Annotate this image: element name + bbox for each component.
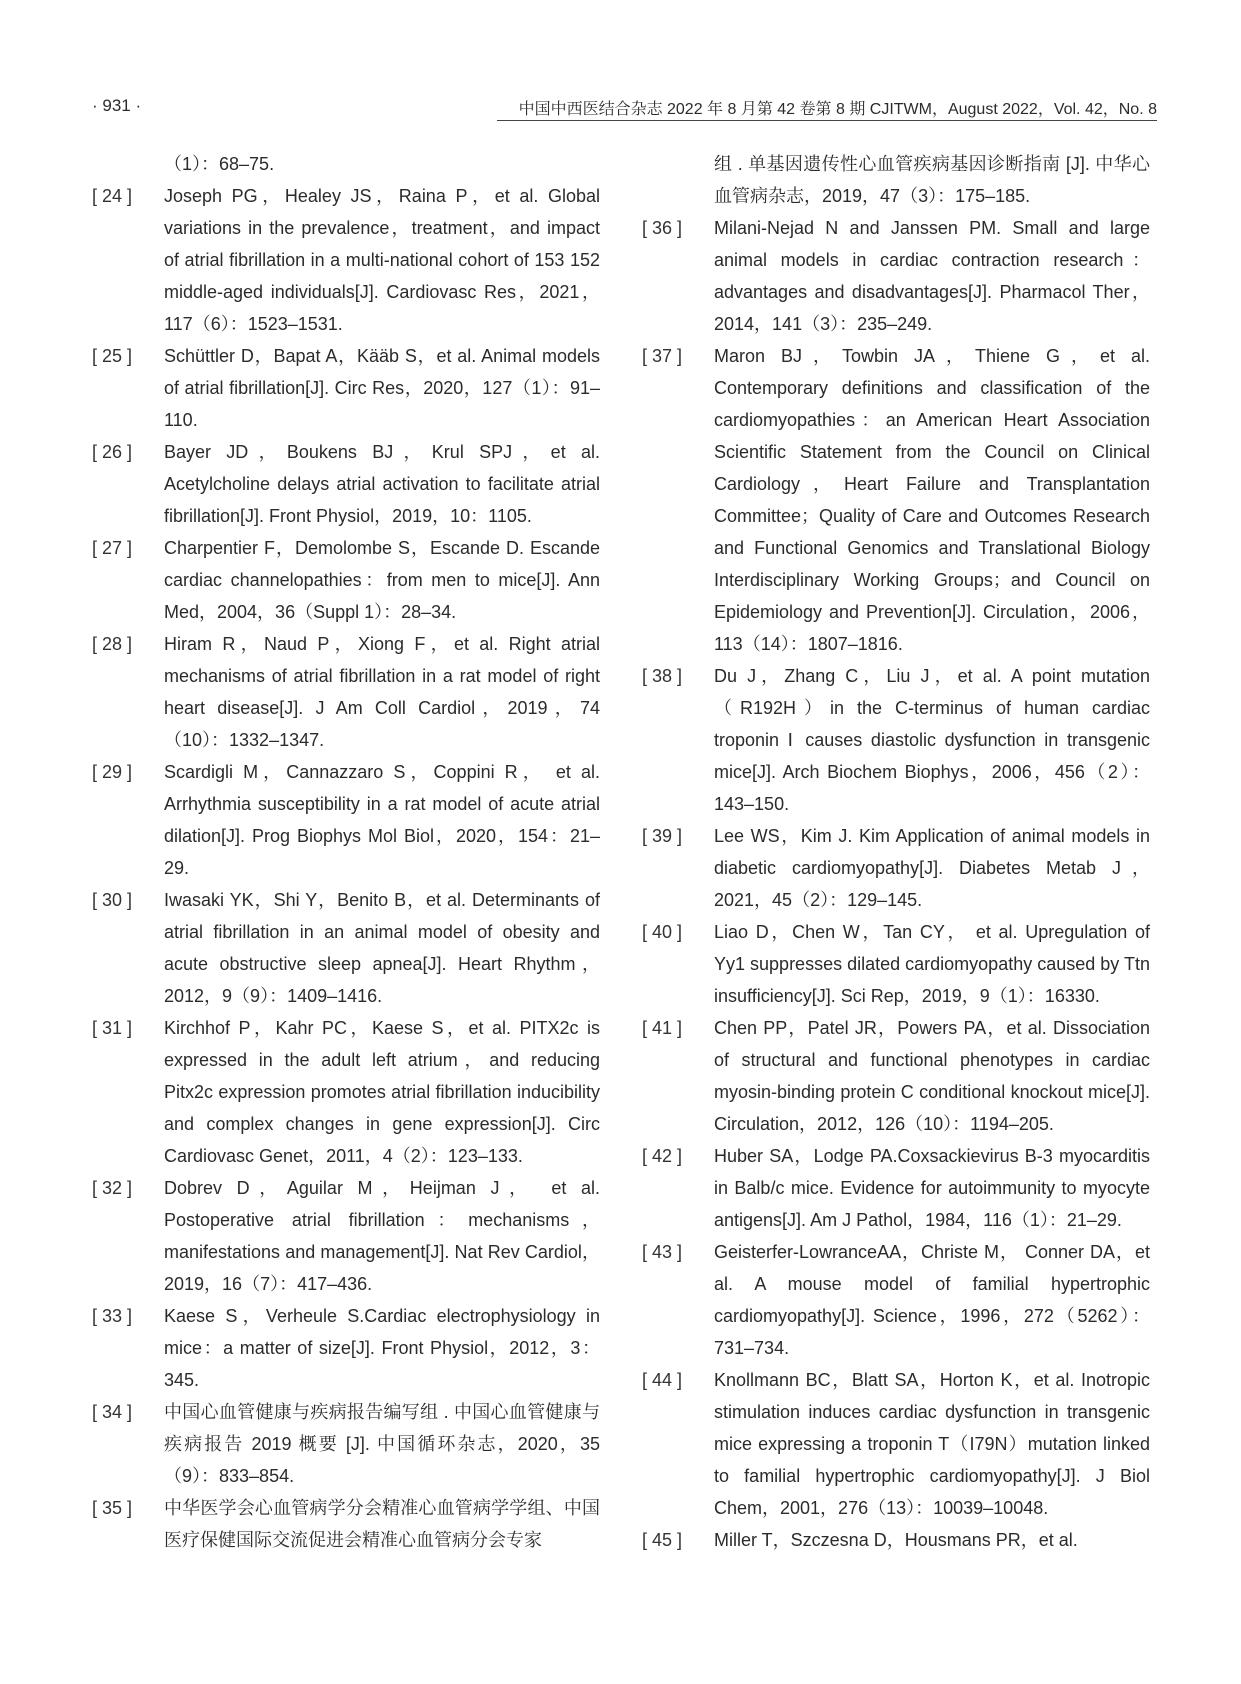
reference-text: Maron BJ，Towbin JA，Thiene G，et al. Contemporary definitions and classification of the cardiomyopathies：an American Heart Association Scientific Statement from the Council on Clinical Cardiology，Heart Failure and Transplantation Committee；Quality of Care and Outcomes Research and Functional Genomics and Translational Biology Interdisciplinary Working Groups；and Council on Epidemiology and Prevention[J]. Circulation，2006，113（14）：1807–1816. (714, 346, 1150, 654)
reference-number: [ 26 ] (92, 442, 133, 462)
reference-entry (642, 820, 1150, 916)
reference-text: Schüttler D，Bapat A，Kääb S，et al. Animal models of atrial fibrillation[J]. Circ Res，2020，127（1）：91–110. (164, 346, 600, 430)
reference-text: 组 . 单基因遗传性心血管疾病基因诊断指南 [J]. 中华心血管病杂志，2019，47（3）：175–185. (714, 154, 1150, 206)
page-number: · 931 · (92, 96, 142, 115)
reference-number: [ 38 ] (642, 666, 683, 686)
reference-column-right (642, 148, 1150, 1556)
reference-continuation (92, 148, 600, 180)
reference-number: [ 31 ] (92, 1018, 133, 1038)
reference-text: Du J，Zhang C，Liu J，et al. A point mutation（R192H）in the C-terminus of human cardiac troponin Ⅰ causes diastolic dysfunction in transgenic mice[J]. Arch Biochem Biophys，2006，456（2）：143–150. (714, 666, 1150, 814)
reference-entry (92, 1492, 600, 1556)
reference-text: Charpentier F，Demolombe S，Escande D. Escande cardiac channelopathies：from men to mice[J]. Ann Med，2004，36（Suppl 1）：28–34. (164, 538, 600, 622)
reference-text: Geisterfer-LowranceAA，Christe M， Conner DA，et al. A mouse model of familial hypertrophic cardiomyopathy[J]. Science，1996，272（5262）：731–734. (714, 1242, 1150, 1358)
reference-number: [ 34 ] (92, 1402, 133, 1422)
reference-continuation (642, 148, 1150, 212)
reference-entry (92, 1300, 600, 1396)
reference-text: Scardigli M，Cannazzaro S，Coppini R， et al. Arrhythmia susceptibility in a rat model of acute atrial dilation[J]. Prog Biophys Mol Biol，2020，154：21–29. (164, 762, 600, 878)
reference-text: Dobrev D，Aguilar M，Heijman J， et al. Postoperative atrial fibrillation：mechanisms，manifestations and management[J]. Nat Rev Cardiol，2019，16（7）：417–436. (164, 1178, 600, 1294)
reference-entry (642, 340, 1150, 660)
reference-text: Lee WS，Kim J. Kim Application of animal models in diabetic cardiomyopathy[J]. Diabetes Metab J，2021，45（2）：129–145. (714, 826, 1150, 910)
reference-entry (92, 628, 600, 756)
reference-entry (92, 1012, 600, 1172)
reference-entry (642, 660, 1150, 820)
reference-entry (642, 1012, 1150, 1140)
reference-entry (642, 916, 1150, 1012)
reference-number: [ 29 ] (92, 762, 133, 782)
reference-number: [ 40 ] (642, 922, 683, 942)
reference-number: [ 33 ] (92, 1306, 133, 1326)
running-header (92, 96, 1157, 120)
reference-text: Knollmann BC，Blatt SA，Horton K，et al. Inotropic stimulation induces cardiac dysfunction in transgenic mice expressing a troponin T（I79N）mutation linked to familial hypertrophic cardiomyopathy[J]. J Biol Chem，2001，276（13）：10039–10048. (714, 1370, 1150, 1518)
reference-number: [ 27 ] (92, 538, 133, 558)
reference-column-left (92, 148, 600, 1556)
reference-entry (92, 180, 600, 340)
reference-entry (642, 1524, 1150, 1556)
reference-text: Bayer JD，Boukens BJ，Krul SPJ，et al. Acetylcholine delays atrial activation to facilitate atrial fibrillation[J]. Front Physiol，2019，10：1105. (164, 442, 600, 526)
reference-number: [ 44 ] (642, 1370, 683, 1390)
reference-text: 中华医学会心血管病学分会精准心血管病学学组、中国医疗保健国际交流促进会精准心血管病分会专家 (164, 1498, 600, 1550)
reference-entry (642, 1236, 1150, 1364)
reference-text: （1）：68–75. (164, 154, 275, 174)
reference-entry (92, 884, 600, 1012)
reference-number: [ 45 ] (642, 1530, 683, 1550)
reference-text: Kirchhof P，Kahr PC，Kaese S，et al. PITX2c is expressed in the adult left atrium，and reducing Pitx2c expression promotes atrial fibrillation inducibility and complex changes in gene expression[J]. Circ Cardiovasc Genet，2011，4（2）：123–133. (164, 1018, 600, 1166)
reference-entry (642, 1364, 1150, 1524)
header-rule (497, 120, 1157, 121)
reference-number: [ 32 ] (92, 1178, 133, 1198)
reference-text: Miller T，Szczesna D，Housmans PR，et al. (714, 1530, 1078, 1550)
reference-text: Liao D，Chen W，Tan CY， et al. Upregulation of Yy1 suppresses dilated cardiomyopathy caused by Ttn insufficiency[J]. Sci Rep，2019，9（1）：16330. (714, 922, 1150, 1006)
reference-number: [ 39 ] (642, 826, 683, 846)
reference-number: [ 35 ] (92, 1498, 133, 1518)
reference-entry (642, 212, 1150, 340)
reference-number: [ 30 ] (92, 890, 133, 910)
journal-citation-line: 中国中西医结合杂志 2022 年 8 月第 42 卷第 8 期 CJITWM，August 2022，Vol. 42，No. 8 (518, 101, 1157, 118)
reference-text: Kaese S，Verheule S.Cardiac electrophysiology in mice：a matter of size[J]. Front Physiol，2012，3：345. (164, 1306, 600, 1390)
reference-entry (642, 1140, 1150, 1236)
reference-entry (92, 340, 600, 436)
reference-number: [ 28 ] (92, 634, 133, 654)
reference-text: Iwasaki YK，Shi Y，Benito B，et al. Determinants of atrial fibrillation in an animal model of obesity and acute obstructive sleep apnea[J]. Heart Rhythm，2012，9（9）：1409–1416. (164, 890, 600, 1006)
reference-entry (92, 1172, 600, 1300)
reference-number: [ 42 ] (642, 1146, 683, 1166)
reference-entry (92, 532, 600, 628)
reference-text: 中国心血管健康与疾病报告编写组 . 中国心血管健康与疾病报告 2019 概要 [J]. 中国循环杂志，2020，35（9）：833–854. (164, 1402, 600, 1486)
reference-number: [ 43 ] (642, 1242, 683, 1262)
reference-entry (92, 1396, 600, 1492)
reference-text: Huber SA，Lodge PA.Coxsackievirus B-3 myocarditis in Balb/c mice. Evidence for autoimmunity to myocyte antigens[J]. Am J Pathol，1984，116（1）：21–29. (714, 1146, 1150, 1230)
reference-text: Milani-Nejad N and Janssen PM. Small and large animal models in cardiac contraction research：advantages and disadvantages[J]. Pharmacol Ther，2014，141（3）：235–249. (714, 218, 1150, 334)
reference-entry (92, 756, 600, 884)
reference-text: Joseph PG，Healey JS，Raina P，et al. Global variations in the prevalence，treatment，and impact of atrial fibrillation in a multi-national cohort of 153 152 middle-aged individuals[J]. Cardiovasc Res，2021，117（6）：1523–1531. (164, 186, 600, 334)
reference-number: [ 25 ] (92, 346, 133, 366)
reference-number: [ 41 ] (642, 1018, 683, 1038)
reference-number: [ 24 ] (92, 186, 133, 206)
reference-number: [ 37 ] (642, 346, 683, 366)
reference-number: [ 36 ] (642, 218, 683, 238)
reference-text: Hiram R，Naud P，Xiong F，et al. Right atrial mechanisms of atrial fibrillation in a rat model of right heart disease[J]. J Am Coll Cardiol，2019，74（10）：1332–1347. (164, 634, 600, 750)
reference-entry (92, 436, 600, 532)
reference-text: Chen PP，Patel JR，Powers PA，et al. Dissociation of structural and functional phenotypes in cardiac myosin-binding protein C conditional knockout mice[J]. Circulation，2012，126（10）：1194–205. (714, 1018, 1150, 1134)
